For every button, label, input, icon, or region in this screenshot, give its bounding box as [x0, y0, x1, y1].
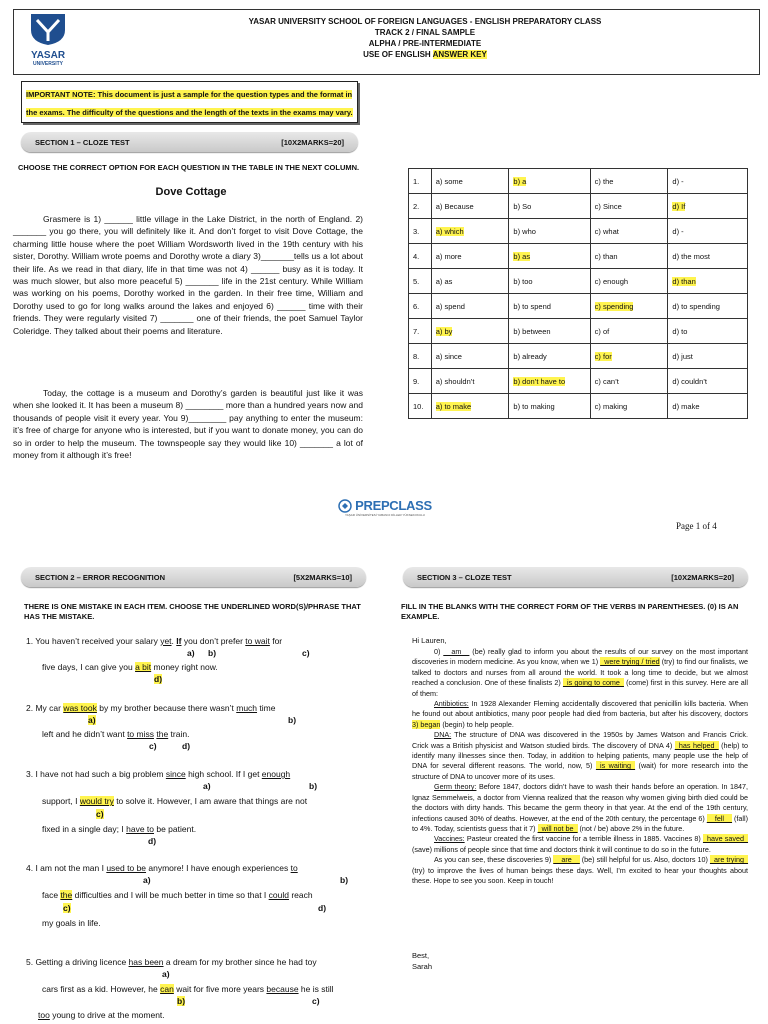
question-number: 6.	[409, 294, 432, 319]
error-item-1: 1. You haven’t received your salary yet. If you don’t prefer to wait for a) b) c) five days, I can give you a bit money right now. d)	[26, 636, 310, 684]
table-row	[409, 319, 748, 344]
text-title: Dove Cottage	[155, 186, 227, 198]
option-cell-answer[interactable]: b) don’t have to	[509, 369, 590, 394]
option-a-answer[interactable]: was took	[63, 703, 97, 713]
answer-0: __am__	[443, 647, 470, 656]
option-b[interactable]: to	[290, 863, 298, 873]
option-d-answer[interactable]: a bit	[135, 662, 152, 672]
option-cell[interactable]: b) too	[509, 269, 590, 294]
option-cell[interactable]: b) So	[509, 194, 590, 219]
table-row	[409, 294, 748, 319]
question-number: 10.	[409, 394, 432, 419]
header-line-2: TRACK 2 / FINAL SAMPLE	[374, 28, 476, 37]
option-b[interactable]: much	[236, 703, 258, 713]
option-cell[interactable]: d) to	[668, 319, 748, 344]
option-cell[interactable]: b) to spend	[509, 294, 590, 319]
header-line-3: ALPHA / PRE-INTERMEDIATE	[368, 39, 482, 48]
option-cell[interactable]: b) already	[509, 344, 590, 369]
option-cell-answer[interactable]: d) than	[668, 269, 748, 294]
option-cell-answer[interactable]: b) a	[509, 169, 590, 194]
option-cell[interactable]: c) Since	[590, 194, 668, 219]
option-cell[interactable]: a) some	[431, 169, 509, 194]
prepclass-logo	[330, 498, 440, 517]
option-cell[interactable]: a) more	[431, 244, 509, 269]
option-b[interactable]: enough	[261, 769, 291, 779]
option-cell[interactable]: a) shouldn’t	[431, 369, 509, 394]
option-c[interactable]: to miss	[127, 729, 154, 739]
answer-3: 3) began	[412, 719, 441, 729]
option-d[interactable]: the	[156, 729, 169, 739]
header-title	[90, 16, 760, 60]
option-d[interactable]: too	[38, 1010, 50, 1020]
section3-instruction: FILL IN THE BLANKS WITH THE CORRECT FORM OF THE VERBS IN PARENTHESES. (0) IS AN EXAMPLE.	[401, 602, 739, 621]
error-item-4: 4. I am not the man I used to be anymore! I have enough experiences to a) b) face the difficulties and I will be much better in time so that I could reach c) d) my goals in life.	[26, 863, 349, 928]
option-c[interactable]: to wait	[245, 636, 270, 646]
option-cell[interactable]: a) spend	[431, 294, 509, 319]
option-c-answer[interactable]: the	[60, 890, 73, 900]
option-a[interactable]: has been	[128, 957, 164, 967]
question-number: 3.	[409, 219, 432, 244]
header-line-4: USE OF ENGLISH ANSWER KEY	[363, 50, 487, 59]
letter-closing: Best,	[412, 951, 430, 960]
cloze-paragraph-1: Grasmere is 1) ______ little village in the Lake District, in the north of England. 2) _______ you go there, you will definitely like it. And don’t forget to visit Dove Cottage, the charming little house where the poet William Wordsworth lived in the 19th century with his sister, Dorothy. William wrote poems and Dorothy wrote a diary 3)_______tells us a lot about their life. As we read in that diary, life in that time was not 4) ______ busy as it is today. It was much slower, but also more peaceful 5) _______ life in the 21st century. While William was working on his poems, Dorothy worked in the garden. In their free time, William and Dorothy used to go for long walks around the lakes and enjoyed 6) ______ time with their friends. They were regularly visited 7) _______ one of their friends, the poet Samuel Taylor Coleridge. They talked about their poems and literature.	[13, 214, 363, 336]
table-row	[409, 394, 748, 419]
answer-10: _are trying_	[709, 855, 748, 865]
section3-marks: [10X2MARKS=20]	[671, 572, 734, 582]
option-cell[interactable]: d) couldn’t	[668, 369, 748, 394]
letter-signature: Sarah	[412, 962, 433, 971]
option-a[interactable]: used to be	[106, 863, 147, 873]
page-number: Page 1 of 4	[676, 521, 717, 531]
prepclass-brand: PREPCLASS	[355, 498, 432, 513]
option-cell-answer[interactable]: a) to make	[431, 394, 509, 419]
answer-2: _is going to come_	[563, 678, 624, 688]
header-line-1: YASAR UNIVERSITY SCHOOL OF FOREIGN LANGUAGES - ENGLISH PREPARATORY CLASS	[248, 17, 602, 26]
option-cell[interactable]: d) just	[668, 344, 748, 369]
option-a[interactable]: yet	[160, 636, 172, 646]
option-cell-answer[interactable]: c) spending	[590, 294, 668, 319]
option-cell[interactable]: c) than	[590, 244, 668, 269]
cloze-paragraph-2: Today, the cottage is a museum and Dorothy’s garden is beautiful just like it was when she looked it. It has been a museum 8) ________ more than a hundred years now and thousands of people visit it every year. You 9)________ pay anything to enter the museum: it’s free of charge for anyone who is interested, but if you want to donate money, you can do so in order to help the museum. The townspeople say they would like 10) _______ a lot of money from it although it’s free!	[13, 388, 363, 461]
section3-title: SECTION 3 – CLOZE TEST	[417, 572, 512, 582]
prepclass-subtitle: YAŞAR ÜNİVERSİTESİ YABANCI DİLLER YÜKSEKOKULU	[345, 513, 425, 517]
option-cell[interactable]: d) -	[668, 219, 748, 244]
option-c[interactable]: because	[266, 984, 299, 994]
section2-title: SECTION 2 – ERROR RECOGNITION	[35, 572, 166, 582]
question-number: 7.	[409, 319, 432, 344]
question-number: 9.	[409, 369, 432, 394]
option-cell-answer[interactable]: c) for	[590, 344, 668, 369]
section1-title: SECTION 1 – CLOZE TEST	[35, 137, 130, 147]
option-cell[interactable]: d) make	[668, 394, 748, 419]
option-cell[interactable]: d) -	[668, 169, 748, 194]
section1-marks: [10X2MARKS=20]	[281, 137, 344, 147]
option-b[interactable]: If	[176, 636, 182, 646]
section2-instruction: THERE IS ONE MISTAKE IN EACH ITEM. CHOOSE THE UNDERLINED WORD(S)/PHRASE THAT HAS THE MISTAKE.	[24, 602, 361, 621]
logo	[18, 12, 78, 70]
table-row	[409, 269, 748, 294]
logo-subtext: UNIVERSITY	[32, 61, 63, 67]
option-cell[interactable]: d) the most	[668, 244, 748, 269]
option-cell[interactable]: c) the	[590, 169, 668, 194]
option-cell[interactable]: b) to making	[509, 394, 590, 419]
question-number: 5.	[409, 269, 432, 294]
table-row	[409, 369, 748, 394]
table-row	[409, 344, 748, 369]
table-row	[409, 244, 748, 269]
option-cell-answer[interactable]: a) which	[431, 219, 509, 244]
option-cell[interactable]: a) as	[431, 269, 509, 294]
option-cell[interactable]: b) who	[509, 219, 590, 244]
option-c-answer[interactable]: would try	[79, 796, 114, 806]
option-cell[interactable]: d) to spending	[668, 294, 748, 319]
question-number: 1.	[409, 169, 432, 194]
logo-text: YASAR	[30, 50, 66, 61]
section1-instruction: CHOOSE THE CORRECT OPTION FOR EACH QUESTION IN THE TABLE IN THE NEXT COLUMN.	[18, 163, 360, 172]
option-cell[interactable]: b) between	[509, 319, 590, 344]
error-item-2: 2. My car was took by my brother because there wasn’t much time a) b) left and he didn’t want to miss the train. c) d)	[26, 703, 297, 751]
option-a[interactable]: since	[165, 769, 186, 779]
table-row	[409, 219, 748, 244]
answer-6: __fell__	[706, 813, 733, 823]
option-cell-answer[interactable]: a) by	[431, 319, 509, 344]
answer-9: __are__	[553, 855, 580, 865]
section1-bar	[21, 132, 358, 152]
option-cell[interactable]: c) can’t	[590, 369, 668, 394]
option-cell[interactable]: a) since	[431, 344, 509, 369]
answer-5: _is waiting_	[595, 761, 636, 771]
letter-body: 0) __am__ (be) really glad to inform you about the results of our survey on the most important discoveries in modern medicine. As you know, when we 1) _were trying / tried (try) to find our finalists, we talked to doctors and nurses from all around the world. It took a long time to decide, but we almost reached a conclusion. One of these finalists 2) _is going to come_ (come) first in this survey. Here are all of them: Antibiotics: In 1928 Alexander Fleming accidentally discovered that penicillin kills bacteria. When he found out about antibiotics, many poor people had died from bacteria, but after his discovery, doctors 3) began (begin) to help people. DNA: The structure of DNA was discovered in the 1950s by James Watson and Francis Crick. Crick was a British physicist and Watson studied birds. The discovery of DNA 4) _has helped_ (help) to identify many illnesses since then. Today, in addition to helping patients, many people use the help of DNA for several different reasons. The world, now, 5) _is waiting_ (wait) for more research into the structure of DNA to uncover more of its uses. Germ theory: Before 1847, doctors didn’t have to wash their hands before an operation. In 1847, Ignaz Semmelweis, a doctor from Vienna realized that the reason why women giving birth died could be the doctors with dirty hands. This became the germ theory in that year. At the end of the 19th century, infections caused 30% of deaths. However, at the end of the 20th century, the percentage 6) __fell__ (fall) to 4%. Today, scientists guess that it 7) _will not be_ (not / be) above 2% in the future. Vaccines: Pasteur created the first vaccine for a terrible illness in 1885. Vaccines 8) _have saved_ (save) millions of people since that time and doctors think it will continue to do so in the future. As you can see, these discoveries 9) __are__ (be) still helpful for us. Also, doctors 10) _are trying_ (try) to improve the lives of human beings these days. Well, I’m excited to hear your thoughts about these. Hope to see you soon. Keep in touch!	[412, 647, 749, 885]
section3-bar	[403, 567, 748, 587]
answer-4: _has helped_	[674, 740, 719, 750]
table-row	[409, 169, 748, 194]
answer-7: _will not be_	[537, 823, 578, 833]
university-logo-icon	[29, 12, 67, 46]
option-cell[interactable]: a) Because	[431, 194, 509, 219]
option-cell[interactable]: c) making	[590, 394, 668, 419]
answer-8: _have saved_	[703, 834, 748, 844]
table-row	[409, 194, 748, 219]
important-note: IMPORTANT NOTE: This document is just a sample for the question types and the format in the exams. The difficulty of the questions and the length of the texts in the exams may vary.	[21, 81, 358, 123]
option-cell-answer[interactable]: b) as	[509, 244, 590, 269]
option-cell[interactable]: c) enough	[590, 269, 668, 294]
prepclass-logo-icon	[338, 499, 352, 513]
letter-greeting: Hi Lauren,	[412, 636, 447, 645]
option-d[interactable]: could	[268, 890, 289, 900]
error-item-5: 5. Getting a driving licence has been a dream for my brother since he had toy a) cars first as a kid. However, he can wait for five more years because he is still b) c) too young to drive at the moment.	[26, 957, 334, 1020]
option-cell[interactable]: c) what	[590, 219, 668, 244]
question-number: 4.	[409, 244, 432, 269]
error-item-3: 3. I have not had such a big problem since high school. If I get enough a) b) support, I would try to solve it. However, I am aware that things are not c) fixed in a single day; I have to be patient. d)	[26, 769, 318, 846]
option-d[interactable]: have to	[126, 824, 154, 834]
option-cell[interactable]: c) of	[590, 319, 668, 344]
answer-table	[408, 168, 748, 419]
question-number: 2.	[409, 194, 432, 219]
answer-key-label: ANSWER KEY	[432, 50, 487, 59]
option-b-answer[interactable]: can	[160, 984, 174, 994]
section2-bar	[21, 567, 366, 587]
option-cell-answer[interactable]: d) If	[668, 194, 748, 219]
section2-marks: [5X2MARKS=10]	[293, 572, 352, 582]
answer-1: _were trying / tried	[600, 657, 660, 667]
question-number: 8.	[409, 344, 432, 369]
